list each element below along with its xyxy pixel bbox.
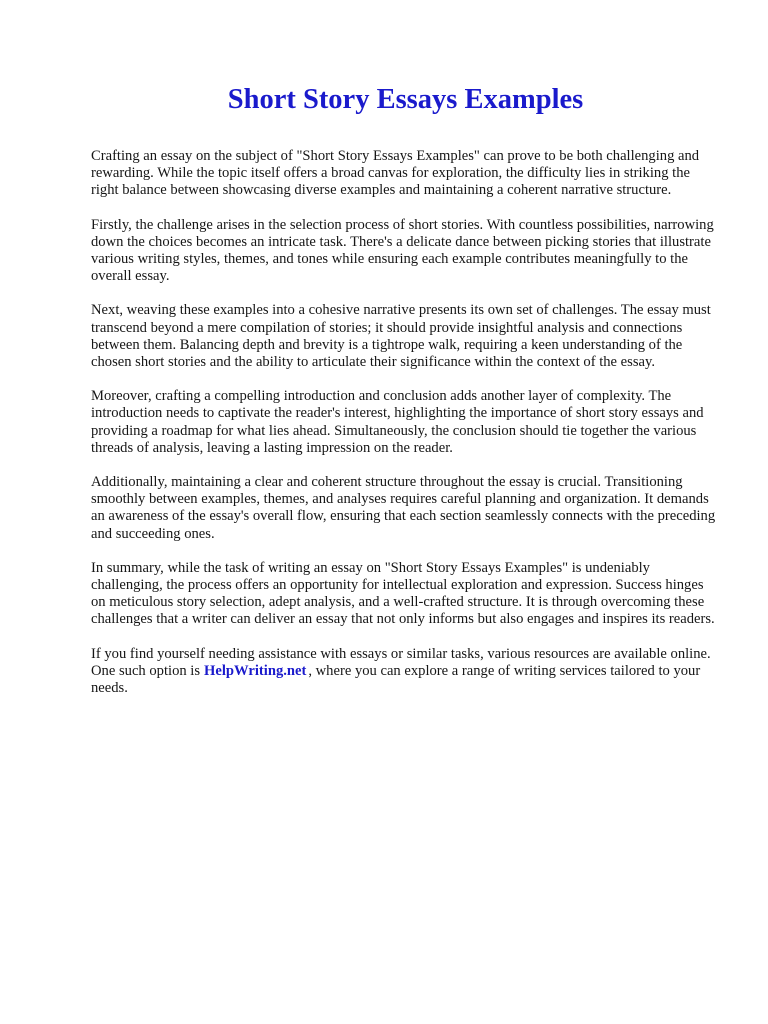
closing-paragraph (91, 646, 720, 698)
essay-body (91, 148, 720, 697)
paragraph-2: Firstly, the challenge arises in the selection process of short stories. With countless possibilities, narrowing down the choices becomes an intricate task. There's a delicate dance between picking stories that illustrate various writing styles, themes, and tones while ensuring each example contributes meaningfully to the overall essay. (91, 216, 714, 285)
paragraph-4: Moreover, crafting a compelling introduction and conclusion adds another layer of complexity. The introduction needs to captivate the reader's interest, highlighting the importance of short story essays and providing a roadmap for what lies ahead. Simultaneously, the conclusion should tie together the various threads of analysis, leaving a lasting impression on the reader. (91, 388, 704, 456)
page-title: Short Story Essays Examples (227, 84, 584, 115)
paragraph-5: Additionally, maintaining a clear and coherent structure throughout the essay is crucial. Transitioning smoothly between examples, themes, and analyses requires careful planning and organization. It demands an awareness of the essay's overall flow, ensuring that each section seamlessly connects with the preceding and succeeding ones. (91, 474, 716, 542)
helpwriting-link[interactable]: HelpWriting.net (204, 662, 307, 679)
closing-text-before-link: If you find yourself needing assistance with essays or similar tasks, various resources are available online. One such option is (91, 645, 711, 679)
paragraph-1: Crafting an essay on the subject of "Short Story Essays Examples" can prove to be both challenging and rewarding. While the topic itself offers a broad canvas for exploration, the difficulty lies in striking the right balance between showcasing diverse examples and maintaining a coherent narrative structure. (91, 148, 700, 199)
paragraph-3: Next, weaving these examples into a cohesive narrative presents its own set of challenges. The essay must transcend beyond a mere compilation of stories; it should provide insightful analysis and connections between them. Balancing depth and brevity is a tightrope walk, requiring a keen understanding of the chosen short stories and the ability to articulate their significance within the context of the essay. (91, 302, 711, 371)
paragraph-6: In summary, while the task of writing an essay on "Short Story Essays Examples" is undeniably challenging, the process offers an opportunity for intellectual exploration and expression. Success hinges on meticulous story selection, adept analysis, and a well-crafted structure. It is through overcoming these challenges that a writer can deliver an essay that not only informs but also engages and inspires its readers. (91, 559, 715, 628)
closing-text-after-link: , where you can explore a range of writing services tailored to your needs. (91, 662, 701, 697)
